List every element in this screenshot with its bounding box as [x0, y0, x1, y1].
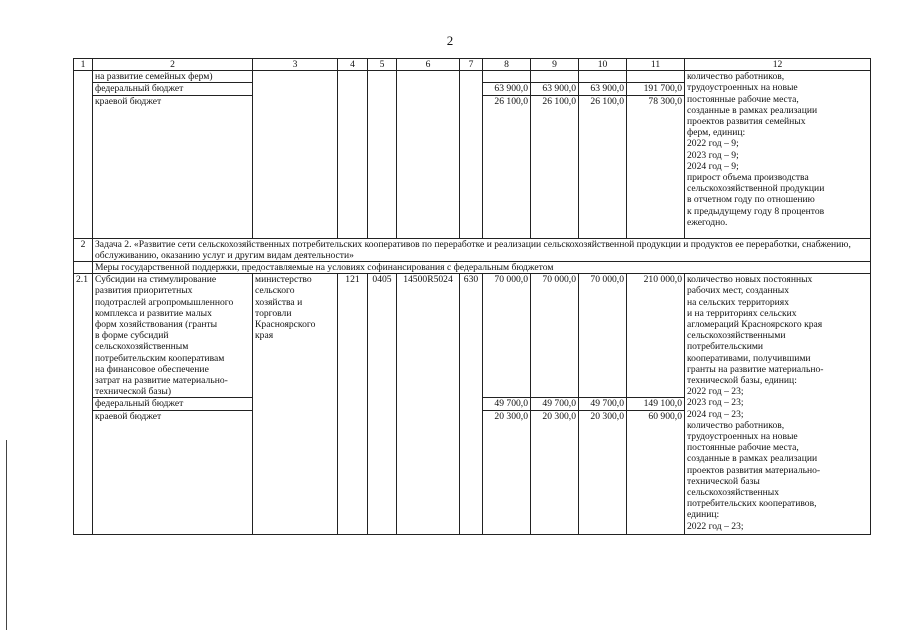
budget-label: федеральный бюджет	[93, 398, 253, 410]
amount-cell	[531, 71, 579, 83]
col-header: 8	[483, 59, 531, 71]
amount-cell: 210 000,0	[627, 274, 685, 398]
csr-cell: 14500R5024	[397, 274, 460, 534]
measure-name-cell: на развитие семейных ферм)	[93, 71, 253, 83]
amount-cell: 20 300,0	[531, 410, 579, 534]
amount-cell: 49 700,0	[531, 398, 579, 410]
result-cell: количество новых постоянных рабочих мест, созданных на сельских территориях и на территориях сельских агломераций Красноярского края сельскохозяйственными потребительскими кооперативами, получившими гранты на развитие материально- технической базы, единиц: 2022 год – 23; 2023 год – 23; 2024 год – 23; количество работников, трудоустроенных на новые постоянные рабочие места, созданные в рамках реализации проектов развития материально- технической базы сельскохозяйственных потребительских кооперативов, единиц: 2022 год – 23;	[685, 274, 871, 534]
amount-cell	[483, 71, 531, 83]
amount-cell: 70 000,0	[579, 274, 627, 398]
header-row	[74, 59, 871, 71]
col-header: 6	[397, 59, 460, 71]
amount-cell: 70 000,0	[483, 274, 531, 398]
budget-label: краевой бюджет	[93, 410, 253, 534]
amount-cell: 49 700,0	[483, 398, 531, 410]
col-header: 9	[531, 59, 579, 71]
rzpr-cell: 0405	[368, 274, 397, 534]
executor-cell: министерство сельского хозяйства и торговли Красноярского края	[253, 274, 338, 534]
page-number: 2	[446, 33, 454, 48]
row-number-cell: 2	[74, 238, 93, 261]
measures-heading: Меры государственной поддержки, предоставляемые на условиях софинансирования с федеральным бюджетом	[93, 262, 871, 274]
amount-cell: 63 900,0	[483, 83, 531, 95]
amount-cell: 63 900,0	[579, 83, 627, 95]
program-table	[73, 58, 871, 535]
amount-cell: 63 900,0	[531, 83, 579, 95]
csr-cell	[397, 71, 460, 238]
col-header: 3	[253, 59, 338, 71]
row-number-cell: 2.1	[74, 274, 93, 534]
col-header: 11	[627, 59, 685, 71]
amount-cell: 149 100,0	[627, 398, 685, 410]
col-header: 12	[685, 59, 871, 71]
vr-cell: 630	[460, 274, 483, 534]
budget-label: федеральный бюджет	[93, 83, 253, 95]
vr-cell	[460, 71, 483, 238]
amount-cell: 20 300,0	[579, 410, 627, 534]
table-row	[74, 71, 871, 83]
rzpr-cell	[368, 71, 397, 238]
col-header: 4	[338, 59, 368, 71]
amount-cell: 26 100,0	[579, 95, 627, 238]
margin-line	[6, 440, 7, 630]
amount-cell	[579, 71, 627, 83]
col-header: 5	[368, 59, 397, 71]
amount-cell: 70 000,0	[531, 274, 579, 398]
budget-label: краевой бюджет	[93, 95, 253, 238]
amount-cell: 191 700,0	[627, 83, 685, 95]
task-row	[74, 238, 871, 261]
grbs-cell: 121	[338, 274, 368, 534]
measures-row	[74, 262, 871, 274]
row-number-cell	[74, 71, 93, 238]
amount-cell: 26 100,0	[483, 95, 531, 238]
amount-cell: 26 100,0	[531, 95, 579, 238]
col-header: 1	[74, 59, 93, 71]
measure-name-cell: Субсидии на стимулирование развития приоритетных подотраслей агропромышленного комплекса и развитие малых форм хозяйствования (гранты в форме субсидий сельскохозяйственным потребительским кооперативам на финансовое обеспечение затрат на развитие материально- технической базы)	[93, 274, 253, 398]
amount-cell: 20 300,0	[483, 410, 531, 534]
amount-cell: 78 300,0	[627, 95, 685, 238]
col-header: 10	[579, 59, 627, 71]
amount-cell: 49 700,0	[579, 398, 627, 410]
executor-cell	[253, 71, 338, 238]
grbs-cell	[338, 71, 368, 238]
col-header: 7	[460, 59, 483, 71]
col-header: 2	[93, 59, 253, 71]
amount-cell: 60 900,0	[627, 410, 685, 534]
table-row	[74, 274, 871, 398]
task-title: Задача 2. «Развитие сети сельскохозяйственных потребительских кооперативов по переработке и реализации сельскохозяйственной продукции и продуктов ее переработки, снабжению, обслуживанию, оказанию услуг и другим видам деятельности»	[93, 238, 871, 261]
row-number-cell	[74, 262, 93, 274]
result-cell: количество работников, трудоустроенных на новые постоянные рабочие места, созданные в рамках реализации проектов развития семейных ферм, единиц: 2022 год – 9; 2023 год – 9; 2024 год – 9; прирост объема производства сельскохозяйственной продукции в отчетном году по отношению к предыдущему году 8 процентов ежегодно.	[685, 71, 871, 238]
amount-cell	[627, 71, 685, 83]
